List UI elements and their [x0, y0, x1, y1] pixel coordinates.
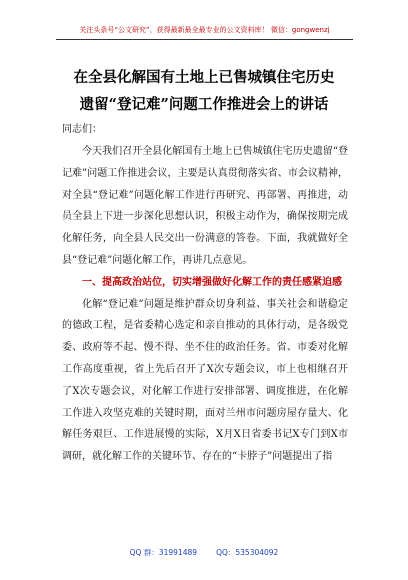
body-text — [62, 141, 348, 468]
paragraph-section-1: 化解“登记难”问题是维护群众切身利益、事关社会和谐稳定的德政工程，是省委精心选定和亲自推动的具体行动，是各级党委、政府等不起、慢不得、坐不住的政治任务。省、市委对化解工作高度重视，省上先后召开了X次专题会议，市上也相继召开了X次专题会议，对化解工作进行安排部署、调度推进，在化解工作进入攻坚克难的关键时期，面对兰州市问题房屋存量大、化解任务艰巨、工作进展慢的实际，X月X日省委书记X专门到X市调研，就化解工作的关键环节、存在的“卡脖子”问题提出了指 — [62, 298, 348, 463]
section-heading-1: 一、提高政治站位，切实增强做好化解工作的责任感紧迫感 — [82, 276, 342, 288]
header-banner: 关注头条号“公文研究”，获得最新最全最专业的公文资料库！ 微信：gongwenzj — [56, 20, 353, 40]
salutation: 同志们： — [62, 124, 102, 135]
title-line-2: 遗留“登记难”问题工作推进会上的讲话 — [79, 96, 329, 113]
document-title — [40, 64, 368, 118]
footer-contact: QQ 群：31991489 QQ：535304092 — [129, 548, 279, 557]
title-line-1: 在全县化解国有土地上已售城镇住宅历史 — [73, 69, 335, 86]
paragraph-intro: 今天我们召开全县化解国有土地上已售城镇住宅历史遗留“登记难”问题工作推进会议，主要是认真贯彻落实省、市会议精神，对全县“登记难”问题化解工作进行再研究、再部署、再推进，动员全县上下进一步深化思想认识，积极主动作为，确保按期完成化解任务，向全县人民交出一份满意的答卷。下面，我就做好全县“登记难”问题化解工作，再讲几点意见。 — [62, 146, 348, 266]
